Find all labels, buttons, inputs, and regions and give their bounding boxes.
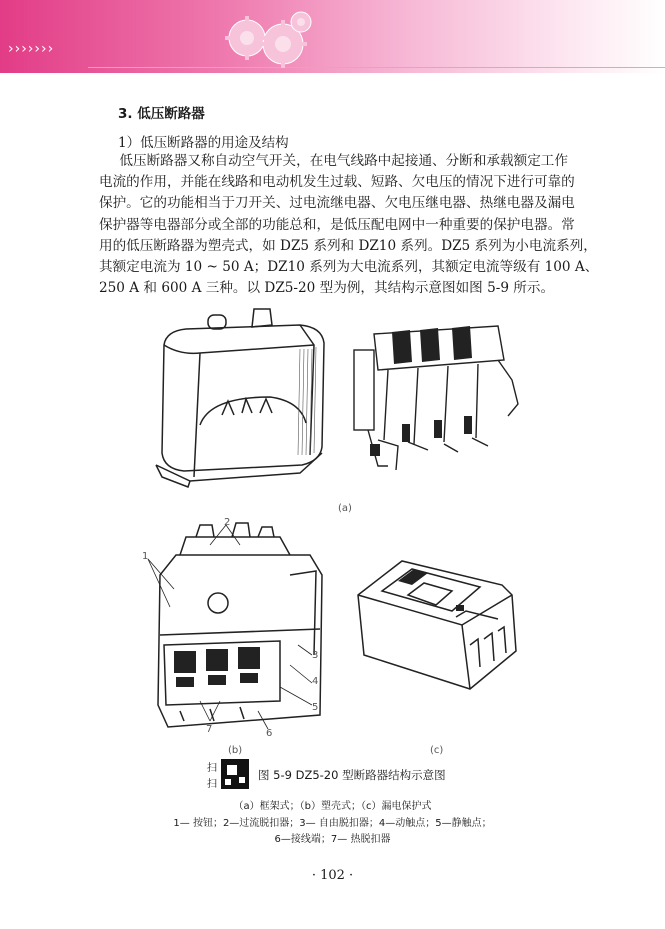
body-line-2: 电流的作用，并能在线路和电动机发生过载、短路、欠电压的情况下进行可靠的 [99, 174, 575, 191]
section-title: 3. 低压断路器 [118, 106, 205, 122]
body-line-5: 用的低压断路器为塑壳式，如 DZ5 系列和 DZ10 系列。DZ5 系列为小电流系列， [99, 237, 597, 254]
figure-label-a: (a) [338, 503, 352, 514]
body-line-4: 保护器等电器部分或全部的功能总和，是低压配电网中一种重要的保护电器。常 [99, 216, 575, 233]
body-paragraph [99, 151, 604, 299]
body-line-3: 保护。它的功能相当于刀开关、过电流继电器、欠电压继电器、热继电器及漏电 [99, 195, 575, 212]
figure-label-b: (b) [228, 745, 243, 756]
figure-c-leakage-breaker-drawing [352, 555, 527, 695]
header-rule [88, 67, 665, 68]
callout-7: 7 [206, 724, 213, 735]
body-line-7: 250 A 和 600 A 三种。以 DZ5-20 型为例，其结构示意图如图 5-9 所示。 [99, 280, 555, 297]
subsection-title: 1）低压断路器的用途及结构 [118, 135, 289, 151]
chevron-decoration-icon: ››››››› [8, 41, 55, 57]
figure-legend-2: 1— 按钮；2—过流脱扣器；3— 自由脱扣器；4—动触点；5—静触点； [173, 818, 492, 829]
figure-caption: 图 5-9 DZ5-20 型断路器结构示意图 [258, 768, 446, 782]
callout-6: 6 [266, 728, 273, 739]
body-line-6: 其额定电流为 10 ~ 50 A；DZ10 系列为大电流系列，其额定电流等级有 100 A、 [99, 259, 599, 276]
qr-scan-label-bottom: 扫 [207, 779, 217, 790]
callout-4: 4 [312, 676, 319, 687]
figure-legend-1: （a）框架式；（b）塑壳式；（c）漏电保护式 [233, 801, 432, 812]
callout-1: 1 [142, 551, 149, 562]
header-banner [0, 0, 665, 73]
qr-scan-label-top: 扫 [207, 763, 217, 774]
page-number: · 102 · [311, 868, 354, 883]
body-line-1: 低压断路器又称自动空气开关，在电气线路中起接通、分断和承载额定工作 [119, 153, 568, 169]
figure-a-housing-drawing [150, 305, 335, 490]
figure-label-c: (c) [430, 745, 444, 756]
figure-legend-3: 6—接线端；7— 热脱扣器 [274, 834, 391, 845]
callout-3: 3 [312, 650, 319, 661]
callout-5: 5 [312, 702, 319, 713]
figure-a-mechanism-drawing [348, 320, 528, 480]
gears-icon [225, 8, 315, 70]
figure-b-cross-section-drawing [140, 515, 330, 740]
callout-2: 2 [224, 517, 231, 528]
